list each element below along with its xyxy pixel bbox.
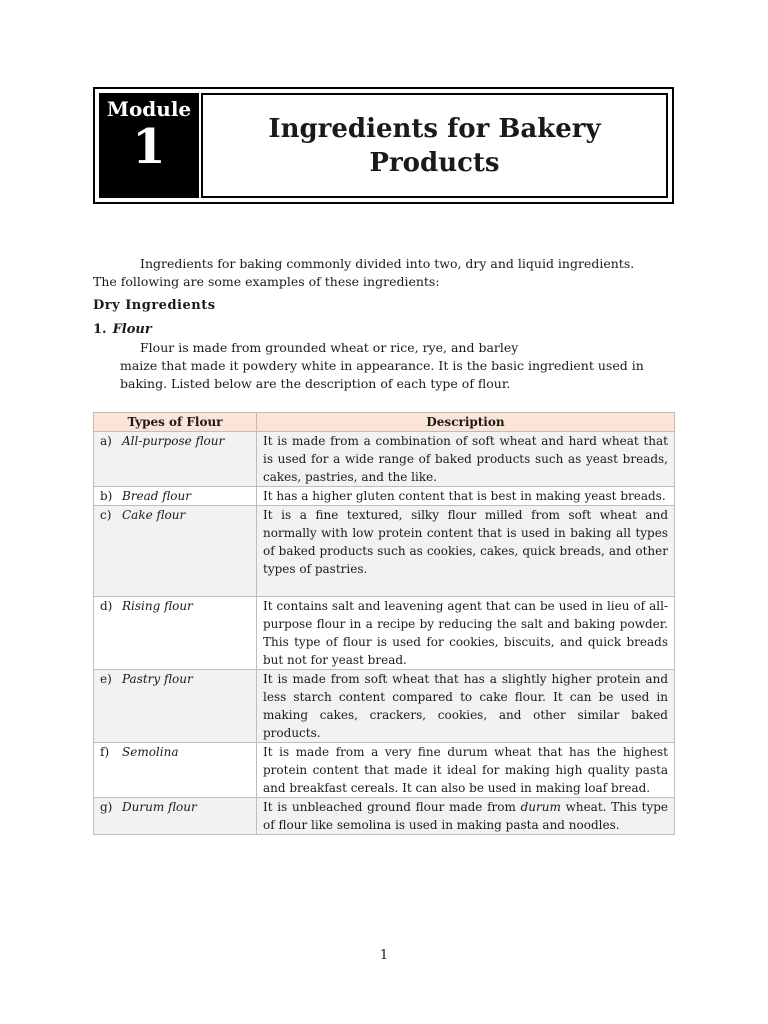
- table-row: [94, 506, 675, 597]
- table-header-row: [94, 413, 675, 432]
- item-label: Flour: [112, 322, 152, 337]
- page-number: 1: [379, 948, 389, 963]
- column-header-description: Description: [257, 413, 675, 432]
- type-cell: [94, 597, 257, 670]
- description-cell: It is made from a combination of soft wheat and hard wheat that is used for a wide range of baked products such as yeast breads, cakes, pastries, and the like.: [257, 432, 675, 487]
- flour-desc-line-2: maize that made it powdery white in appearance. It is the basic ingredient used in baking. Listed below are the description of each type of flour.: [120, 358, 644, 391]
- flour-type-name: Rising flour: [122, 599, 193, 613]
- flour-description: [120, 339, 675, 393]
- table-row: [94, 487, 675, 506]
- flour-type-name: Bread flour: [122, 489, 191, 503]
- module-number: 1: [132, 119, 166, 175]
- module-label: Module: [106, 97, 192, 121]
- module-badge: [99, 93, 199, 198]
- description-cell: It contains salt and leavening agent that can be used in lieu of all-purpose flour in a recipe by reducing the salt and baking powder. This type of flour is used for cookies, biscuits, and quick breads but not for yeast bread.: [257, 597, 675, 670]
- numbered-item-flour: [93, 322, 152, 337]
- row-letter: f): [100, 745, 110, 759]
- table-row: [94, 798, 675, 835]
- flour-type-name: Pastry flour: [122, 672, 193, 686]
- column-header-type: Types of Flour: [94, 413, 257, 432]
- title-box: [201, 93, 668, 198]
- type-cell: [94, 432, 257, 487]
- table-row: [94, 670, 675, 743]
- item-number: 1.: [93, 322, 107, 337]
- flour-desc-line-1: Flour is made from grounded wheat or rice, rye, and barley: [140, 340, 519, 355]
- flour-type-name: All-purpose flour: [122, 434, 225, 448]
- description-text: It is unbleached ground flour made from: [263, 800, 521, 814]
- row-letter: g): [100, 800, 113, 814]
- table-row: [94, 597, 675, 670]
- type-cell: [94, 506, 257, 597]
- description-text: wheat. This type of flour like semolina is used in making pasta and noodles.: [263, 800, 669, 832]
- row-letter: a): [100, 434, 112, 448]
- flour-type-name: Durum flour: [122, 800, 197, 814]
- flour-type-name: Cake flour: [122, 508, 186, 522]
- description-cell: It is made from soft wheat that has a slightly higher protein and less starch content compared to cake flour. It can be used in making cakes, crackers, cookies, and other similar baked products.: [257, 670, 675, 743]
- row-letter: d): [100, 599, 113, 613]
- description-cell: [257, 798, 675, 835]
- description-cell: It has a higher gluten content that is best in making yeast breads.: [257, 487, 675, 506]
- flour-types-table: [93, 412, 675, 835]
- description-cell: It is made from a very fine durum wheat that has the highest protein content that made it ideal for making high quality pasta and breakfast cereals. It can also be used in making loaf bread.: [257, 743, 675, 798]
- table-row: [94, 743, 675, 798]
- flour-type-name: Semolina: [122, 745, 179, 759]
- type-cell: [94, 743, 257, 798]
- intro-paragraph: [93, 255, 675, 291]
- row-letter: e): [100, 672, 112, 686]
- description-emphasis: durum: [520, 800, 561, 814]
- row-letter: c): [100, 508, 112, 522]
- type-cell: [94, 670, 257, 743]
- table-row: [94, 432, 675, 487]
- module-header: [93, 87, 674, 204]
- type-cell: [94, 487, 257, 506]
- section-heading: Dry Ingredients: [93, 298, 216, 313]
- description-cell: It is a fine textured, silky flour milled from soft wheat and normally with low protein content that is used in baking all types of baked products such as cookies, cakes, quick breads, and other types of pastries.: [257, 506, 675, 597]
- intro-line-1: Ingredients for baking commonly divided into two, dry and liquid ingredients.: [140, 256, 635, 271]
- intro-line-2: The following are some examples of these ingredients:: [93, 274, 440, 289]
- type-cell: [94, 798, 257, 835]
- page-title: Ingredients for Bakery Products: [268, 113, 601, 178]
- row-letter: b): [100, 489, 113, 503]
